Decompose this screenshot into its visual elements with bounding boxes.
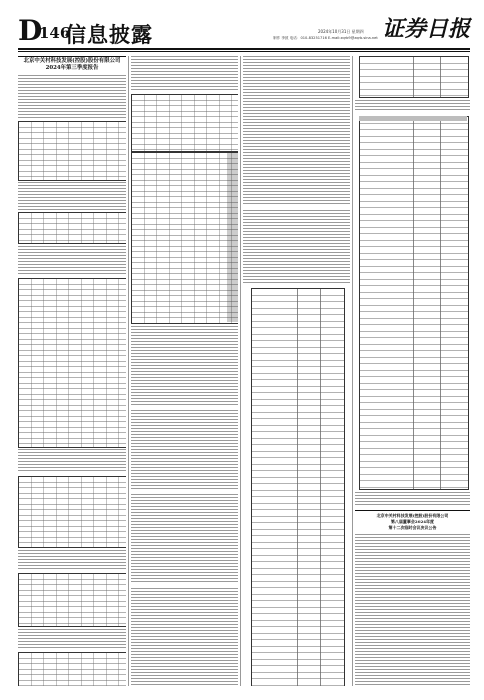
data-table	[18, 573, 126, 627]
page-header	[18, 16, 470, 46]
body-text	[355, 534, 470, 686]
table-shading	[227, 152, 238, 322]
body-text	[131, 494, 238, 584]
body-text	[355, 100, 470, 112]
body-text	[355, 492, 470, 506]
body-text	[131, 588, 238, 686]
body-text	[243, 56, 350, 206]
body-text	[131, 410, 238, 490]
data-table	[359, 116, 469, 490]
data-table	[131, 94, 238, 152]
data-table	[18, 212, 126, 244]
article-rule	[355, 510, 470, 511]
body-text	[18, 182, 126, 210]
section-letter: D	[18, 14, 43, 47]
notice-title-line1: 第八届董事会2024年度	[390, 519, 435, 524]
header-rule-thin	[18, 51, 470, 52]
body-text	[243, 210, 350, 284]
body-text	[18, 629, 126, 649]
data-table	[359, 56, 469, 98]
article-rule	[18, 56, 126, 57]
data-table	[18, 121, 126, 181]
body-text	[18, 246, 126, 276]
header-rule	[18, 48, 470, 50]
company-title: 北京中关村科技发展(控股)股份有限公司	[23, 58, 121, 64]
report-title: 2024年第三季度报告	[45, 65, 99, 71]
table-header-row	[359, 116, 467, 121]
column-2	[131, 56, 238, 686]
column-divider	[240, 56, 241, 686]
notice-company-title: 北京中关村科技发展(控股)股份有限公司	[376, 513, 449, 518]
data-table	[251, 288, 345, 686]
body-text	[18, 449, 126, 473]
body-text	[131, 326, 238, 406]
column-3	[243, 56, 350, 686]
data-table	[18, 278, 126, 448]
column-4	[355, 56, 470, 686]
column-divider	[128, 56, 129, 686]
data-table	[131, 152, 238, 324]
newspaper-logo: 证券日报	[381, 16, 470, 42]
notice-title-line2: 第十二次临时会议决议公告	[388, 525, 437, 530]
column-1	[18, 56, 126, 686]
section-title: 信息披露	[65, 22, 153, 47]
body-text	[131, 56, 238, 92]
section-number: 146	[39, 24, 71, 42]
body-text	[18, 75, 126, 119]
data-table	[18, 652, 126, 686]
column-divider	[352, 56, 353, 686]
issue-date: 2024年10月31日 星期四	[318, 29, 364, 34]
body-text	[18, 550, 126, 570]
editor-line: 制作 李波 电话：010-83251716 E-mail:zqrb9@zqrb.sina.net	[273, 36, 378, 40]
data-table	[18, 476, 126, 548]
